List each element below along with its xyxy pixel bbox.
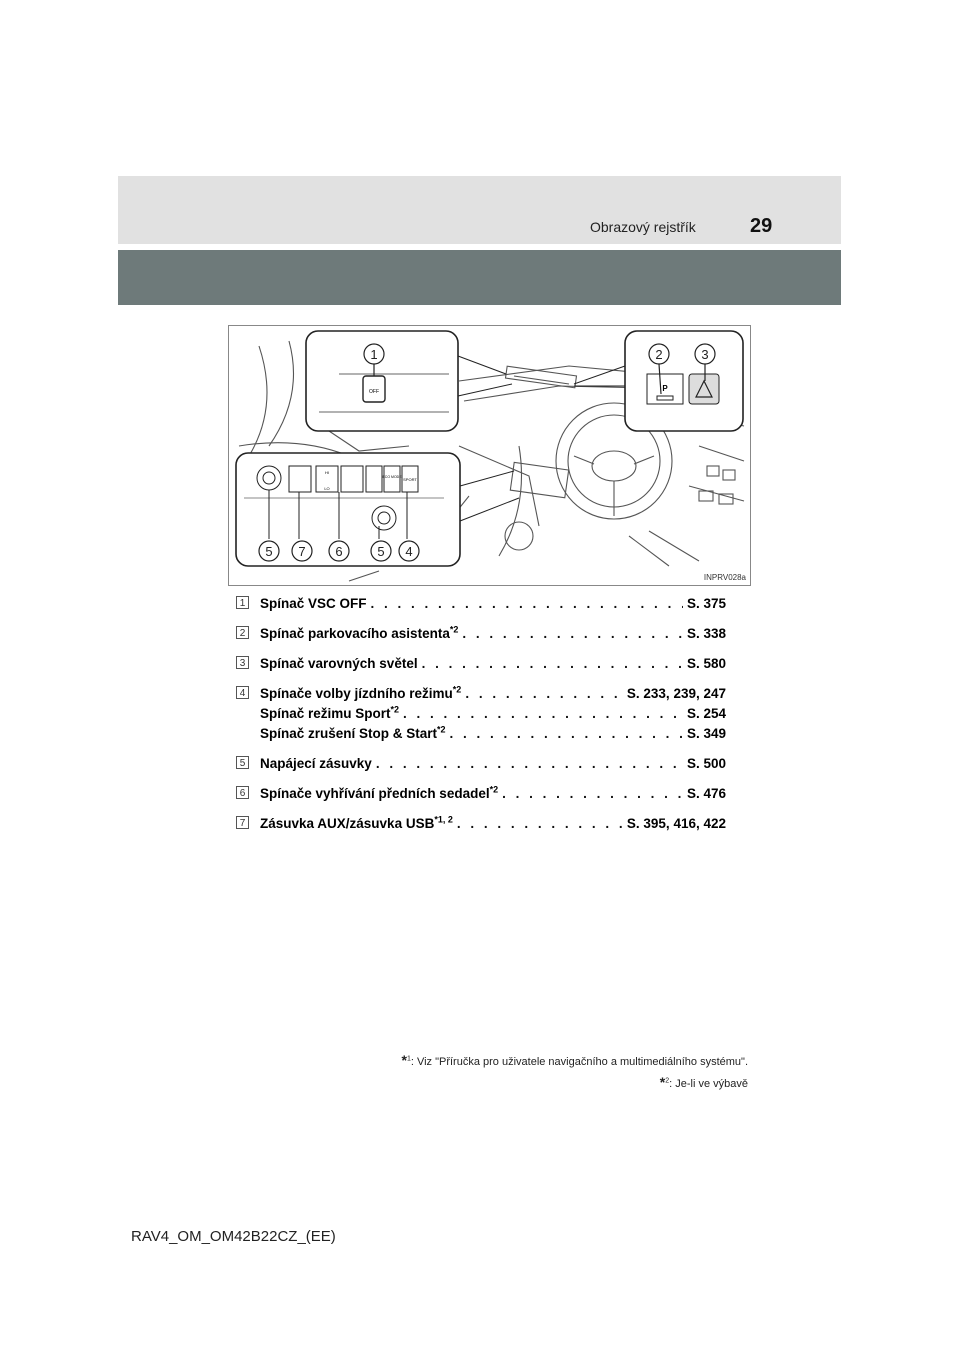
- item-number: 6: [236, 786, 249, 799]
- item-label: Spínač zrušení Stop & Start: [260, 726, 438, 741]
- item-number: 4: [236, 686, 249, 699]
- callout-7: 7: [298, 544, 306, 559]
- page-reference: S. 476: [686, 786, 726, 801]
- parking-icon: P: [662, 384, 668, 393]
- list-item: [236, 684, 726, 744]
- leader-dots: [465, 684, 623, 704]
- page-reference: S. 395, 416, 422: [626, 816, 726, 831]
- list-item: [236, 784, 726, 804]
- item-label: Spínač režimu Sport: [260, 706, 391, 721]
- item-label: Napájecí zásuvky: [260, 756, 372, 771]
- leader-dots: [462, 624, 683, 644]
- section-tab-band: [118, 250, 841, 305]
- footnote-ref: *2: [390, 704, 400, 715]
- item-number: 2: [236, 626, 249, 639]
- item-label: Spínač VSC OFF: [260, 596, 367, 611]
- page-reference: S. 233, 239, 247: [626, 686, 726, 701]
- section-title: Obrazový rejstřík: [590, 219, 696, 235]
- seat-heat-lo-label: LO: [324, 486, 330, 491]
- leader-dots: [450, 724, 683, 744]
- item-number: 7: [236, 816, 249, 829]
- item-number: 1: [236, 596, 249, 609]
- footnote-ref: *1, 2: [434, 814, 453, 825]
- list-item: [236, 654, 726, 674]
- footnote-ref: *2: [449, 624, 459, 635]
- footnotes: [401, 1052, 748, 1096]
- dashboard-illustration: [228, 325, 751, 586]
- leader-dots: [403, 704, 683, 724]
- seat-heat-hi-label: HI: [325, 470, 329, 475]
- index-list: [236, 594, 726, 844]
- inset-vsc-switch: [306, 331, 512, 431]
- footnote-ref: *2: [489, 784, 499, 795]
- footnote-ref: *2: [452, 684, 462, 695]
- sport-label: SPORT: [403, 477, 417, 482]
- item-label: Zásuvka AUX/zásuvka USB: [260, 816, 435, 831]
- footnote-1: *$^1$: Viz "Příručka pro uživatele navigačního a multimediálního systému".: [401, 1052, 748, 1068]
- leader-dots: [457, 814, 623, 834]
- callout-4: 4: [405, 544, 413, 559]
- item-label: Spínače volby jízdního režimu: [260, 686, 453, 701]
- header-band: [118, 176, 841, 244]
- list-item: [236, 754, 726, 774]
- leader-dots: [371, 594, 683, 614]
- item-label: Spínač varovných světel: [260, 656, 418, 671]
- footnote-ref: *2: [437, 724, 446, 735]
- leader-dots: [502, 784, 683, 804]
- eco-mode-label: ECO MODE: [382, 475, 402, 479]
- page-number: 29: [750, 215, 773, 237]
- leader-dots: [376, 754, 683, 774]
- item-number: 5: [236, 756, 249, 769]
- document-code: RAV4_OM_OM42B22CZ_(EE): [131, 1228, 336, 1245]
- list-item: [236, 624, 726, 644]
- page-reference: S. 349: [686, 726, 726, 741]
- callout-3: 3: [701, 347, 709, 362]
- list-item: [236, 594, 726, 614]
- callout-1: 1: [370, 347, 378, 362]
- dashboard-drawing: [229, 326, 750, 585]
- page-reference: S. 500: [686, 756, 726, 771]
- callout-2: 2: [655, 347, 663, 362]
- callout-6: 6: [335, 544, 343, 559]
- figure-code: INPRV028a: [703, 573, 746, 582]
- page-reference: S. 580: [686, 656, 726, 671]
- page-reference: S. 338: [686, 626, 726, 641]
- footnote-2: *$^2$: Je-li ve výbavě: [659, 1074, 748, 1090]
- leader-dots: [422, 654, 683, 674]
- list-item: [236, 814, 726, 834]
- item-label: Spínače vyhřívání předních sedadel: [260, 786, 490, 801]
- page-reference: S. 375: [686, 596, 726, 611]
- page-reference: S. 254: [686, 706, 726, 721]
- item-number: 3: [236, 656, 249, 669]
- vsc-off-label: OFF: [369, 389, 379, 395]
- callout-5b: 5: [377, 544, 385, 559]
- callout-5a: 5: [265, 544, 273, 559]
- item-label: Spínač parkovacího asistenta: [260, 626, 450, 641]
